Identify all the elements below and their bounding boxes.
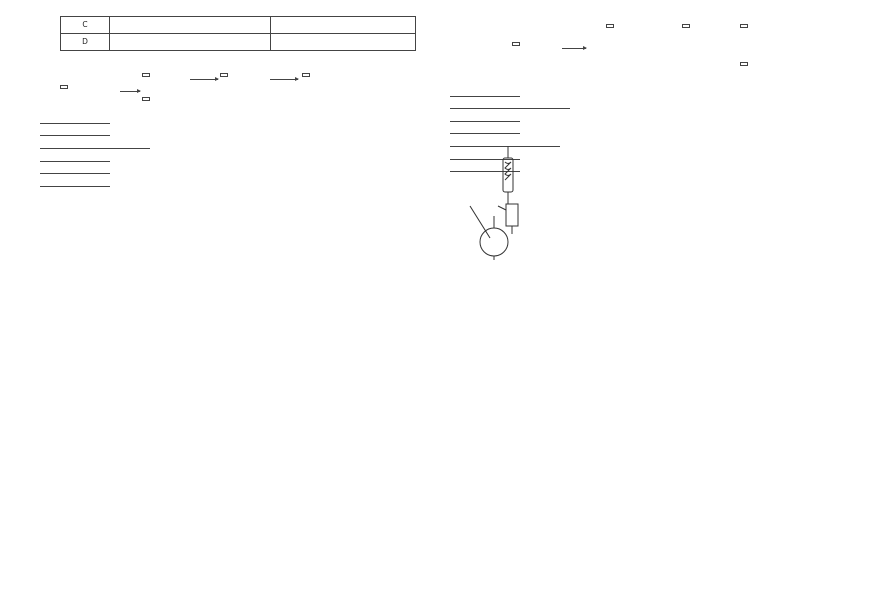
sub-question-4 [40, 162, 438, 175]
flow-arrow [120, 91, 140, 92]
left-column [40, 16, 438, 187]
flow-start [512, 42, 520, 46]
flow-box4 [142, 97, 150, 101]
flow-box2 [682, 24, 690, 28]
coil-icon [505, 162, 511, 180]
answer-blank[interactable] [450, 88, 520, 97]
apparatus-figure [450, 144, 542, 262]
flow-box2 [220, 73, 228, 77]
q17-sub-1 [450, 84, 846, 97]
operation-cell [110, 17, 271, 34]
flow-box1 [606, 24, 614, 28]
answer-blank[interactable] [450, 125, 520, 134]
flow-start [60, 85, 68, 89]
answer-blank[interactable] [40, 140, 150, 149]
conclusion-cell [271, 17, 416, 34]
flow-box3 [302, 73, 310, 77]
sub-question-3a [40, 136, 438, 149]
flow-arrow [270, 79, 298, 80]
q17-sub-2 [450, 97, 846, 110]
sub-question-5-cont [40, 174, 438, 187]
flowchart-16 [40, 69, 438, 111]
answer-blank[interactable] [40, 178, 110, 187]
answer-blank[interactable] [450, 100, 570, 109]
sub-question-2 [40, 124, 438, 137]
answer-blank[interactable] [40, 115, 110, 124]
sub-question-3b [40, 149, 438, 162]
water-separator-icon [506, 204, 518, 226]
option-label: C [61, 17, 110, 34]
answer-blank[interactable] [40, 153, 110, 162]
operation-cell [110, 34, 271, 51]
table-row [61, 17, 416, 34]
table-row [61, 34, 416, 51]
option-label: D [61, 34, 110, 51]
flow-box1 [142, 73, 150, 77]
flowchart-top [450, 16, 846, 78]
q17-sub-3 [450, 109, 846, 122]
answer-blank[interactable] [450, 113, 520, 122]
flow-arrow [562, 48, 586, 49]
side-arm [498, 206, 506, 210]
flow-box4 [740, 62, 748, 66]
conclusion-cell [271, 34, 416, 51]
answer-table [60, 16, 416, 51]
flow-box3 [740, 24, 748, 28]
q17-sub-4 [450, 122, 846, 135]
answer-blank[interactable] [40, 127, 110, 136]
sub-question-1 [40, 111, 438, 124]
answer-blank[interactable] [40, 165, 110, 174]
thermometer-icon [470, 206, 490, 238]
flow-arrow [190, 79, 218, 80]
flask-icon [480, 228, 508, 256]
